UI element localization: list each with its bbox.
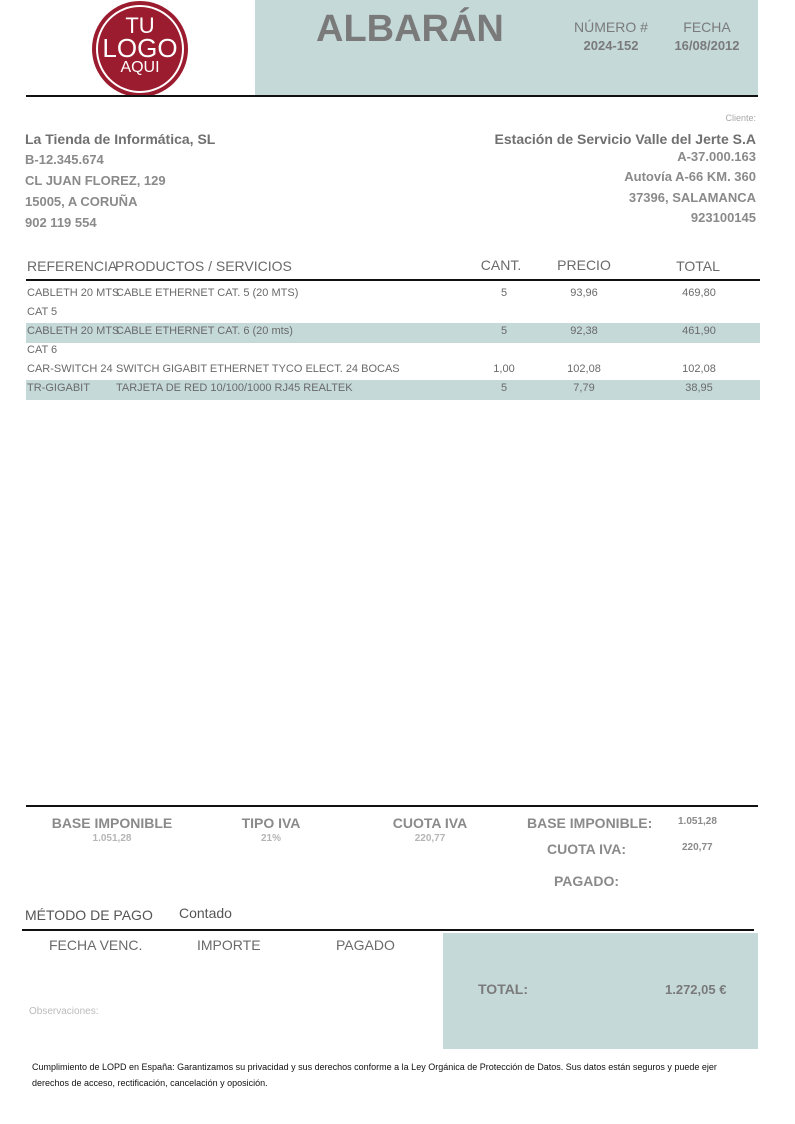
document-title: ALBARÁN [316,8,504,50]
row-description: CABLE ETHERNET CAT. 5 (20 MTS) [116,287,299,299]
column-header-qty: CANT. [480,257,522,273]
paid-header: PAGADO [336,937,395,953]
row-total: 461,90 [682,325,716,337]
payment-method-value: Contado [179,905,232,921]
cuota-iva-value: 220,77 [414,833,446,844]
row-reference: CABLETH 20 MTS [27,325,120,337]
client-label: Cliente: [725,113,756,123]
client-city: 37396, SALAMANCA [628,190,756,205]
observations-label: Observaciones: [29,1006,99,1017]
client-phone: 923100145 [690,210,756,225]
row-note: CAT 6 [27,344,58,356]
client-tax-id: A-37.000.163 [677,149,756,164]
legal-notice-line2: derechos de acceso, rectificación, cancelación y oposición. [32,1078,268,1088]
row-price: 7,79 [573,382,595,394]
amount-header: IMPORTE [197,937,261,953]
total-label: TOTAL: [478,981,529,997]
issuer-city: 15005, A CORUÑA [25,194,138,209]
right-base-label: BASE IMPONIBLE: [527,815,653,831]
company-logo [92,1,188,97]
row-qty: 5 [500,287,508,299]
number-label: NÚMERO # [574,19,648,35]
row-reference: CABLETH 20 MTS [27,287,120,299]
header-divider [26,95,758,97]
tipo-iva-value: 21% [260,833,281,844]
issuer-tax-id: B-12.345.674 [25,152,104,167]
row-total: 38,95 [685,382,713,394]
row-reference: TR-GIGABIT [27,382,90,394]
right-base-value: 1.051,28 [678,816,717,827]
row-total: 102,08 [682,363,716,375]
cuota-iva-label: CUOTA IVA [392,815,468,831]
right-tax-value: 220,77 [682,842,713,853]
logo-text-line1: TU [125,13,155,38]
right-tax-label: CUOTA IVA: [547,841,627,857]
row-qty: 1,00 [493,363,515,375]
row-price: 102,08 [567,363,601,375]
row-qty: 5 [500,382,508,394]
table-header-divider [26,279,760,281]
base-imponible-label: BASE IMPONIBLE [51,815,173,831]
payment-method-label: MÉTODO DE PAGO [25,907,153,923]
document-number: 2024-152 [583,38,639,53]
total-value: 1.272,05 € [665,982,727,997]
tipo-iva-label: TIPO IVA [241,815,301,831]
summary-divider [26,805,758,807]
row-description: TARJETA DE RED 10/100/1000 RJ45 REALTEK [116,382,353,394]
logo-text-line2: LOGO [102,33,178,63]
row-qty: 5 [500,325,508,337]
logo-text-line3: AQUI [120,59,160,76]
row-description: SWITCH GIGABIT ETHERNET TYCO ELECT. 24 BOCAS [116,363,400,375]
column-header-price: PRECIO [557,257,611,273]
column-header-total: TOTAL [676,258,720,274]
row-price: 92,38 [570,325,598,337]
row-price: 93,96 [570,287,598,299]
row-description: CABLE ETHERNET CAT. 6 (20 mts) [116,325,293,337]
payment-divider [22,929,754,931]
row-reference: CAR-SWITCH 24 [27,363,113,375]
due-date-header: FECHA VENC. [49,937,143,953]
legal-notice-line1: Cumplimiento de LOPD en España: Garantizamos su privacidad y sus derechos conforme a la Ley Orgánica de Protección de Datos. Sus datos están seguros y puede ejer [32,1062,717,1072]
column-header-reference: REFERENCIA [27,258,118,274]
client-address: Autovía A-66 KM. 360 [624,169,756,184]
issuer-phone: 902 119 554 [25,215,97,230]
client-name: Estación de Servicio Valle del Jerte S.A [494,131,756,147]
row-total: 469,80 [682,287,716,299]
paid-label: PAGADO: [554,873,620,889]
document-date: 16/08/2012 [674,38,740,53]
row-note: CAT 5 [27,306,58,318]
column-header-products: PRODUCTOS / SERVICIOS [115,258,292,274]
date-label: FECHA [683,19,731,35]
issuer-address: CL JUAN FLOREZ, 129 [25,173,166,188]
issuer-name: La Tienda de Informática, SL [25,131,216,147]
base-imponible-value: 1.051,28 [92,833,132,844]
